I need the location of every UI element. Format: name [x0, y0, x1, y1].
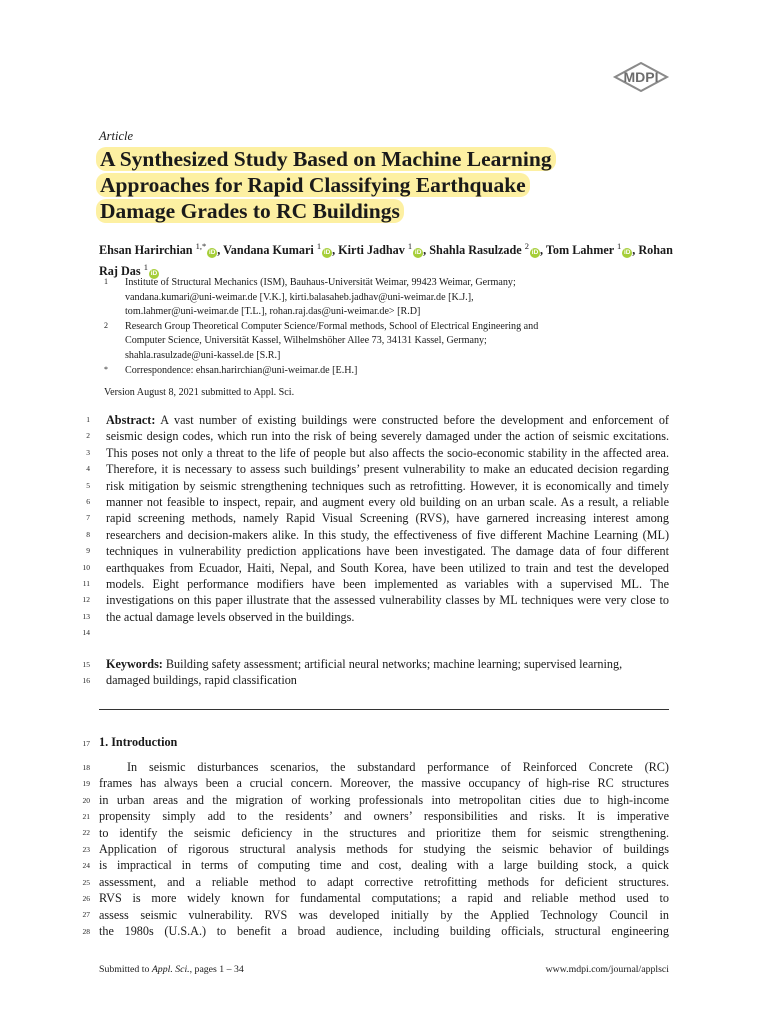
footer-journal: Appl. Sci. — [151, 964, 190, 975]
line-number: 25 — [82, 878, 90, 887]
keywords-text: Building safety assessment; artificial neural networks; machine learning; supervised learning, damaged buildings, rapid classification — [106, 657, 623, 688]
body-line: in urban areas and the migration of working professionals into metropolitan cities due to high-income — [99, 792, 669, 807]
body-line: is impractical in terms of computing time and cost, dealing with a large building stock, a quick — [99, 858, 669, 873]
author-affiliation-mark: 1 — [617, 241, 622, 251]
orcid-icon[interactable]: iD — [323, 249, 331, 256]
divider — [99, 709, 669, 710]
title-line: Damage Grades to RC Buildings — [96, 199, 404, 223]
footer-journal-url[interactable]: www.mdpi.com/journal/applsci — [545, 964, 669, 975]
body-line: In seismic disturbances scenarios, the substandard performance of Reinforced Concrete (RC) — [127, 760, 669, 774]
keywords — [106, 656, 669, 689]
line-number: 10 — [82, 563, 90, 572]
affiliation-line[interactable]: shahla.rasulzade@uni-kassel.de [S.R.] — [125, 349, 281, 361]
paper-title — [96, 146, 656, 224]
body-line: to identify the seismic deficiency in the structures and prioritize them for seismic strengthening. — [99, 825, 669, 840]
abstract-text: A vast number of existing buildings were constructed before the development and enforcement of seismic design codes, which run into the risk of being severely damaged under the action of seismic excitations. This poses not only a threat to the life of people but also affects the socio-economic stability in the affected area. Therefore, it is necessary to assess such buildings’ present vulnerability to make an educated decision regarding risk mitigation by seismic strengthening techniques such as retrofitting. However, it is economically and timely manner not feasible to inspect, repair, and augment every old building on an urban scale. As a result, a reliable rapid screening methods, namely Rapid Visual Screening (RVS), have garnered increasing interest among researchers and decision-makers alike. In this study, the effectiveness of five different Machine Learning (ML) techniques in vulnerability prediction applications have been investigated. The damage data of four different earthquakes from Ecuador, Haiti, Nepal, and South Korea, have been utilized to train and test the developed models. Eight performance modifiers have been implemented as variables with a supervised ML. The investigations on this paper illustrate that the assessed vulnerability classes by ML techniques were very close to the actual damage levels observed in the buildings. — [106, 413, 669, 624]
mdpi-logo-text: MDPI — [623, 69, 659, 85]
orcid-icon[interactable]: iD — [209, 249, 216, 256]
affiliation-line[interactable]: tom.lahmer@uni-weimar.de [T.L.], rohan.raj.das@uni-weimar.de> [R.D] — [125, 306, 421, 318]
orcid-icon[interactable]: iD — [150, 270, 158, 277]
line-number: 26 — [82, 894, 90, 903]
keywords-label: Keywords: — [106, 657, 163, 671]
author-affiliation-mark: 1,* — [195, 241, 207, 251]
abstract — [106, 412, 669, 625]
footer-pages: , pages 1 – 34 — [189, 964, 244, 975]
orcid-icon[interactable]: iD — [624, 249, 631, 256]
line-number: 15 — [82, 660, 90, 669]
correspondence — [104, 364, 664, 379]
correspondence-mark: * — [104, 364, 108, 374]
line-number: 22 — [82, 828, 90, 837]
author-affiliation-mark: 2 — [524, 241, 530, 251]
author-name: Vandana Kumari — [223, 243, 314, 257]
line-number: 7 — [86, 513, 90, 522]
body-line: frames has always been a crucial concern. Moreover, the massive occupancy of high-rise RC structures — [99, 776, 669, 791]
body-line: propensity simply add to the residents’ and owners’ responsibilities and risks. It is imperative — [99, 809, 669, 824]
affiliation-line[interactable]: vandana.kumari@uni-weimar.de [V.K.], kirti.balasaheb.jadhav@uni-weimar.de [K.J.], — [125, 291, 474, 303]
line-number: 21 — [82, 812, 90, 821]
author-affiliation-mark: 1 — [407, 241, 413, 251]
title-line: Approaches for Rapid Classifying Earthquake — [96, 173, 530, 197]
footer-submission — [99, 964, 244, 975]
line-number: 12 — [82, 595, 90, 604]
version-line: Version August 8, 2021 submitted to Appl. Sci. — [104, 387, 295, 398]
affiliation-mark: 1 — [104, 277, 108, 286]
line-number: 13 — [82, 612, 90, 621]
abstract-label: Abstract: — [106, 413, 156, 427]
author-name: Rohan Raj Das — [99, 243, 673, 278]
body-line: assess seismic vulnerability. RVS was developed initially by the Applied Technology Council in — [99, 907, 669, 922]
line-number: 11 — [82, 579, 90, 588]
line-number: 28 — [82, 927, 90, 936]
mdpi-logo — [612, 62, 670, 92]
orcid-icon[interactable]: iD — [414, 249, 422, 256]
author-name: Tom Lahmer — [545, 243, 614, 257]
line-number: 23 — [82, 845, 90, 854]
line-number: 1 — [86, 415, 90, 424]
orcid-icon[interactable]: iD — [531, 249, 539, 256]
affiliation-line: Research Group Theoretical Computer Science/Formal methods, School of Electrical Engineering and — [125, 320, 539, 332]
affiliation-line: Institute of Structural Mechanics (ISM), Bauhaus-Universität Weimar, 99423 Weimar, Germany; — [125, 277, 516, 288]
line-number: 2 — [86, 431, 90, 440]
body-line: the 1980s (U.S.A.) to benefit a broad audience, including building officials, structural engineering — [99, 923, 669, 938]
line-number: 4 — [86, 464, 90, 473]
author-affiliation-mark: 1 — [316, 241, 322, 251]
body-line: assessment, and a reliable method to adapt corrective retrofitting methods for deficient structures. — [99, 874, 669, 889]
author-list: Ehsan Harirchian $^{1,*}$iD , Vandana Kumari $^1$iD , Kirti Jadhav $^1$iD , Shahla Rasulzade $^2$iD , Tom Lahmer $^1$iD , Rohan Raj Das $^1$iD — [99, 241, 673, 278]
line-number: 5 — [86, 481, 90, 490]
line-number: 8 — [86, 530, 90, 539]
affiliation-mark: 2 — [104, 320, 108, 330]
body-line: Application of rigorous structural analysis methods for studying the seismic behavior of buildings — [99, 841, 669, 856]
correspondence-line[interactable]: Correspondence: ehsan.harirchian@uni-weimar.de [E.H.] — [125, 364, 358, 376]
affiliation-1 — [104, 276, 664, 320]
line-number: 3 — [86, 448, 90, 457]
section-body — [99, 759, 669, 939]
affiliations — [104, 276, 664, 378]
line-number: 6 — [86, 497, 90, 506]
section-heading: 1. Introduction — [99, 735, 178, 749]
line-number: 19 — [82, 779, 90, 788]
line-number: 24 — [82, 861, 90, 870]
author-name: Shahla Rasulzade — [429, 243, 522, 257]
article-type: Article — [99, 129, 134, 143]
line-number: 18 — [82, 763, 90, 772]
body-line: RVS is more widely known for fundamental computations; a rapid and reliable method used to — [99, 891, 669, 906]
line-number: 16 — [82, 676, 90, 685]
author-affiliation-mark: 1 — [143, 262, 148, 272]
author-name: Ehsan Harirchian — [99, 243, 193, 257]
line-number: 14 — [82, 628, 90, 637]
line-number: 17 — [82, 739, 90, 748]
affiliation-2 — [104, 320, 664, 364]
title-line: A Synthesized Study Based on Machine Learning — [96, 147, 556, 171]
author-name: Kirti Jadhav — [338, 243, 405, 257]
footer-prefix: Submitted to — [99, 964, 152, 975]
line-number: 20 — [82, 796, 90, 805]
affiliation-line: Computer Science, Universität Kassel, Wilhelmshöher Allee 73, 34131 Kassel, Germany; — [125, 335, 487, 347]
line-number: 9 — [86, 546, 90, 555]
line-number: 27 — [82, 910, 90, 919]
